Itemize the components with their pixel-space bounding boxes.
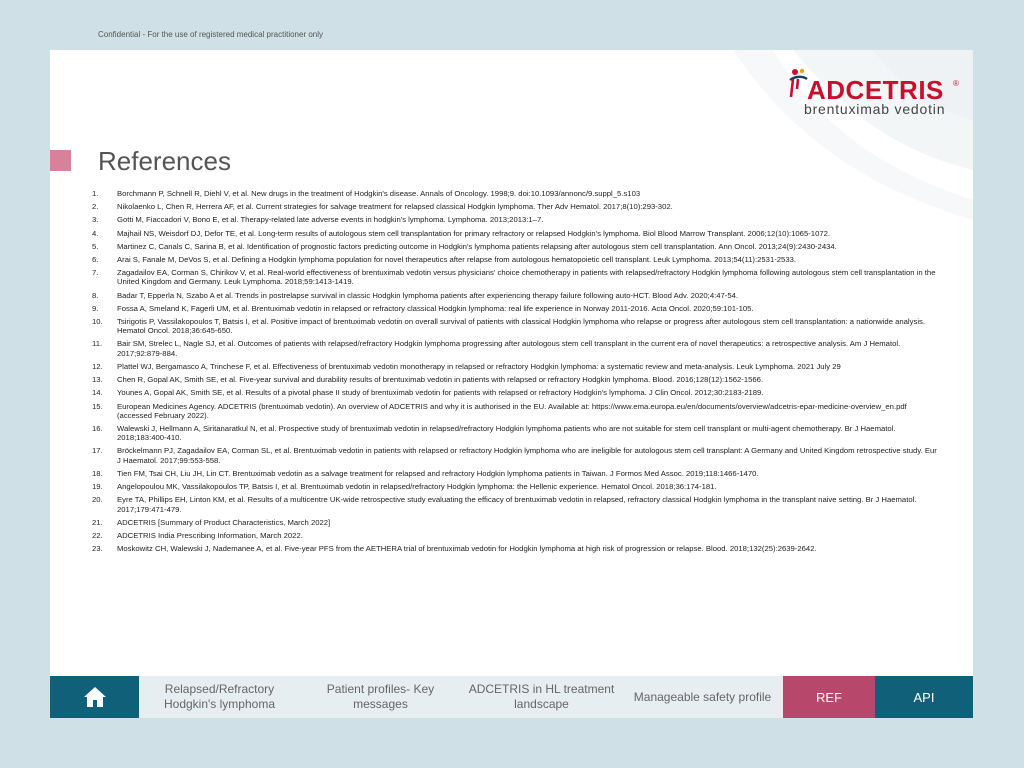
nav-treatment-landscape[interactable]: ADCETRIS in HL treatment landscape xyxy=(468,682,615,711)
reference-number: 12. xyxy=(92,361,103,371)
reference-item xyxy=(92,202,942,211)
reference-number: 4. xyxy=(92,228,99,238)
reference-number: 10. xyxy=(92,316,103,326)
reference-text: Angelopoulou MK, Vassilakopoulos TP, Batsis I, et al. Brentuximab vedotin in relapsed/refractory Hodgkin lymphoma: the Hellenic experience. Hematol Oncol. 2018;36:174-181. xyxy=(117,482,717,492)
title-marker xyxy=(50,150,71,171)
logo-wordmark: ADCETRIS xyxy=(807,75,944,105)
reference-text: Fossa A, Smeland K, Fagerli UM, et al. Brentuximab vedotin in relapsed or refractory classical Hodgkin lymphoma: real life experience in Norway 2011-2016. Acta Oncol. 2020;59:101-105. xyxy=(117,303,754,313)
reference-number: 22. xyxy=(92,531,103,541)
reference-text: Arai S, Fanale M, DeVos S, et al. Defining a Hodgkin lymphoma population for novel therapeutics after relapse from autologous hematopoietic cell transplant. Leuk Lymphoma. 2013;54(11):2531-2533. xyxy=(117,254,797,264)
reference-number: 6. xyxy=(92,254,99,264)
nav-relapsed-refractory[interactable]: Relapsed/Refractory Hodgkin's lymphoma xyxy=(163,682,275,711)
home-icon xyxy=(83,686,107,708)
reference-item xyxy=(92,469,942,478)
reference-item xyxy=(92,268,942,287)
reference-text: Moskowitz CH, Walewski J, Nademanee A, et al. Five-year PFS from the AETHERA trial of brentuximab vedotin for Hodgkin lymphoma at high risk of progression or relapse. Blood. 2018;132(25):2639-2642. xyxy=(117,544,817,554)
reference-number: 1. xyxy=(92,189,99,198)
reference-item xyxy=(92,362,942,371)
reference-number: 3. xyxy=(92,215,99,225)
reference-text: Tien FM, Tsai CH, Liu JH, Lin CT. Brentuximab vedotin as a salvage treatment for relapsed and refractory Hodgkin lymphoma patients in Taiwan. J Formos Med Assoc. 2019;118:1466-1470. xyxy=(117,468,759,478)
reference-item xyxy=(92,375,942,384)
page-title: References xyxy=(98,146,231,176)
reference-item xyxy=(92,544,942,553)
adcetris-logo xyxy=(785,67,965,117)
reference-text: Younes A, Gopal AK, Smith SE, et al. Results of a pivotal phase II study of brentuximab vedotin for patients with relapsed or refractory Hodgkin's lymphoma. J Clin Oncol. 2012;30:2183-2189. xyxy=(117,388,764,398)
reference-item xyxy=(92,291,942,300)
reference-item xyxy=(92,317,942,336)
reference-item xyxy=(92,518,942,527)
logo-registered-mark: ® xyxy=(953,79,959,88)
reference-number: 7. xyxy=(92,268,99,278)
reference-item xyxy=(92,242,942,251)
reference-text: Bröckelmann PJ, Zagadailov EA, Corman SL, et al. Brentuximab vedotin in patients with relapsed or refractory Hodgkin lymphoma who are ineligible for autologous stem cell transplant: A Germany and United Kingdom retrospective study. Eur J Haematol. 2017;99:553-558. xyxy=(117,446,937,465)
reference-item xyxy=(92,402,942,421)
reference-number: 19. xyxy=(92,482,103,492)
reference-item xyxy=(92,482,942,491)
references-list xyxy=(92,189,942,557)
confidential-notice: Confidential - For the use of registered medical practitioner only xyxy=(98,30,323,39)
reference-item xyxy=(92,446,942,465)
reference-number: 20. xyxy=(92,495,103,505)
reference-item xyxy=(92,229,942,238)
reference-item xyxy=(92,424,942,443)
reference-number: 11. xyxy=(92,339,103,349)
reference-item xyxy=(92,255,942,264)
reference-text: Borchmann P, Schnell R, Diehl V, et al. New drugs in the treatment of Hodgkin's disease. Annals of Oncology. 1998;9. doi:10.1093/annonc/9.suppl_5.s103 xyxy=(117,189,641,198)
reference-number: 17. xyxy=(92,446,103,456)
reference-text: Martinez C, Canals C, Sarina B, et al. Identification of prognostic factors predicting outcome in Hodgkin's lymphoma patients relapsing after autologous stem cell transplantation. Ann Oncol. 2013;24(9):2430-2434. xyxy=(117,241,837,251)
nav-api-button[interactable]: API xyxy=(875,676,973,718)
reference-number: 14. xyxy=(92,388,103,398)
reference-item xyxy=(92,388,942,397)
reference-text: ADCETRIS India Prescribing Information, March 2022. xyxy=(117,531,303,541)
reference-text: Bair SM, Strelec L, Nagle SJ, et al. Outcomes of patients with relapsed/refractory Hodgkin lymphoma progressing after autologous stem cell transplant in the current era of novel therapeutics: a retrospective analysis. Am J Hematol. 2017;92:879-884. xyxy=(117,339,901,358)
reference-number: 21. xyxy=(92,517,103,527)
reference-number: 18. xyxy=(92,468,103,478)
reference-text: Plattel WJ, Bergamasco A, Trinchese F, et al. Effectiveness of brentuximab vedotin monotherapy in relapsed or refractory Hodgkin lymphoma: a systematic review and meta-analysis. Leuk Lymphoma. 2021 July 29 xyxy=(117,361,841,371)
reference-item xyxy=(92,339,942,358)
reference-number: 13. xyxy=(92,375,103,385)
reference-number: 23. xyxy=(92,544,103,554)
reference-number: 5. xyxy=(92,241,99,251)
logo-subtitle: brentuximab vedotin xyxy=(804,101,946,117)
reference-number: 8. xyxy=(92,290,99,300)
reference-item xyxy=(92,531,942,540)
reference-text: Badar T, Epperla N, Szabo A et al. Trends in postrelapse survival in classic Hodgkin lymphoma patients after experiencing therapy failure following auto-HCT. Blood Adv. 2020;4:47-54. xyxy=(117,290,739,300)
reference-text: Chen R, Gopal AK, Smith SE, et al. Five-year survival and durability results of brentuximab vedotin in patients with relapsed or refractory Hodgkin lymphoma. Blood. 2016;128(12):1562-1566. xyxy=(117,375,764,385)
reference-text: Nikolaenko L, Chen R, Herrera AF, et al. Current strategies for salvage treatment for relapsed classical Hodgkin lymphoma. Ther Adv Hematol. 2017;8(10):293-302. xyxy=(117,202,673,212)
reference-number: 15. xyxy=(92,401,103,411)
reference-text: European Medicines Agency. ADCETRIS (brentuximab vedotin). An overview of ADCETRIS and why it is authorised in the EU. Available at: https://www.ema.europa.eu/en/documents/overview/adcetris-epar-medicine-overview_en.pdf (accessed February 2022). xyxy=(117,401,907,420)
reference-number: 16. xyxy=(92,424,103,433)
reference-text: Eyre TA, Phillips EH, Linton KM, et al. Results of a multicentre UK-wide retrospective study evaluating the efficacy of brentuximab vedotin in relapsed, refractory classical Hodgkin lymphoma in the transplant naive setting. Br J Haematol. 2017;179:471-479. xyxy=(117,495,917,514)
reference-number: 9. xyxy=(92,303,99,313)
nav-patient-profiles[interactable]: Patient profiles- Key messages xyxy=(326,682,435,711)
reference-item xyxy=(92,495,942,514)
home-button[interactable] xyxy=(50,676,139,718)
reference-text: ADCETRIS [Summary of Product Characteristics, March 2022] xyxy=(117,517,331,527)
nav-ref-button[interactable]: REF xyxy=(783,676,875,718)
reference-item xyxy=(92,189,942,198)
nav-safety-profile[interactable]: Manageable safety profile xyxy=(633,689,772,704)
reference-item xyxy=(92,304,942,313)
reference-text: Walewski J, Hellmann A, Siritanaratkul N, et al. Prospective study of brentuximab vedotin in relapsed/refractory Hodgkin lymphoma patients who are not suitable for stem cell transplant or multi-agent chemotherapy. Br J Haematol. 2018;183:400-410. xyxy=(117,424,896,443)
reference-text: Gotti M, Fiaccadori V, Bono E, et al. Therapy-related late adverse events in hodgkin's lymphoma. Lymphoma. 2013;2013:1–7. xyxy=(117,215,544,225)
bottom-navigation xyxy=(50,676,973,718)
reference-text: Majhail NS, Weisdorf DJ, Defor TE, et al. Long-term results of autologous stem cell transplantation for primary refractory or relapsed Hodgkin's lymphoma. Biol Blood Marrow Transplant. 2006;12(10):1065-1072. xyxy=(117,228,831,238)
reference-text: Zagadailov EA, Corman S, Chirikov V, et al. Real-world effectiveness of brentuximab vedotin versus physicians' choice chemotherapy in patients with relapsed/refractory Hodgkin lymphoma following autologous stem cell transplantation in the United Kingdom and Germany. Leuk Lymphoma. 2018;59:1413-1419. xyxy=(117,268,936,287)
reference-item xyxy=(92,215,942,224)
content-card xyxy=(50,50,973,676)
reference-number: 2. xyxy=(92,202,99,212)
reference-text: Tsirigotis P, Vassilakopoulos T, Batsis I, et al. Positive impact of brentuximab vedotin on overall survival of patients with classical Hodgkin lymphoma who relapse or progress after autologous stem cell transplantation: a nationwide analysis. Hematol Oncol. 2018;36:645-650. xyxy=(117,316,926,336)
